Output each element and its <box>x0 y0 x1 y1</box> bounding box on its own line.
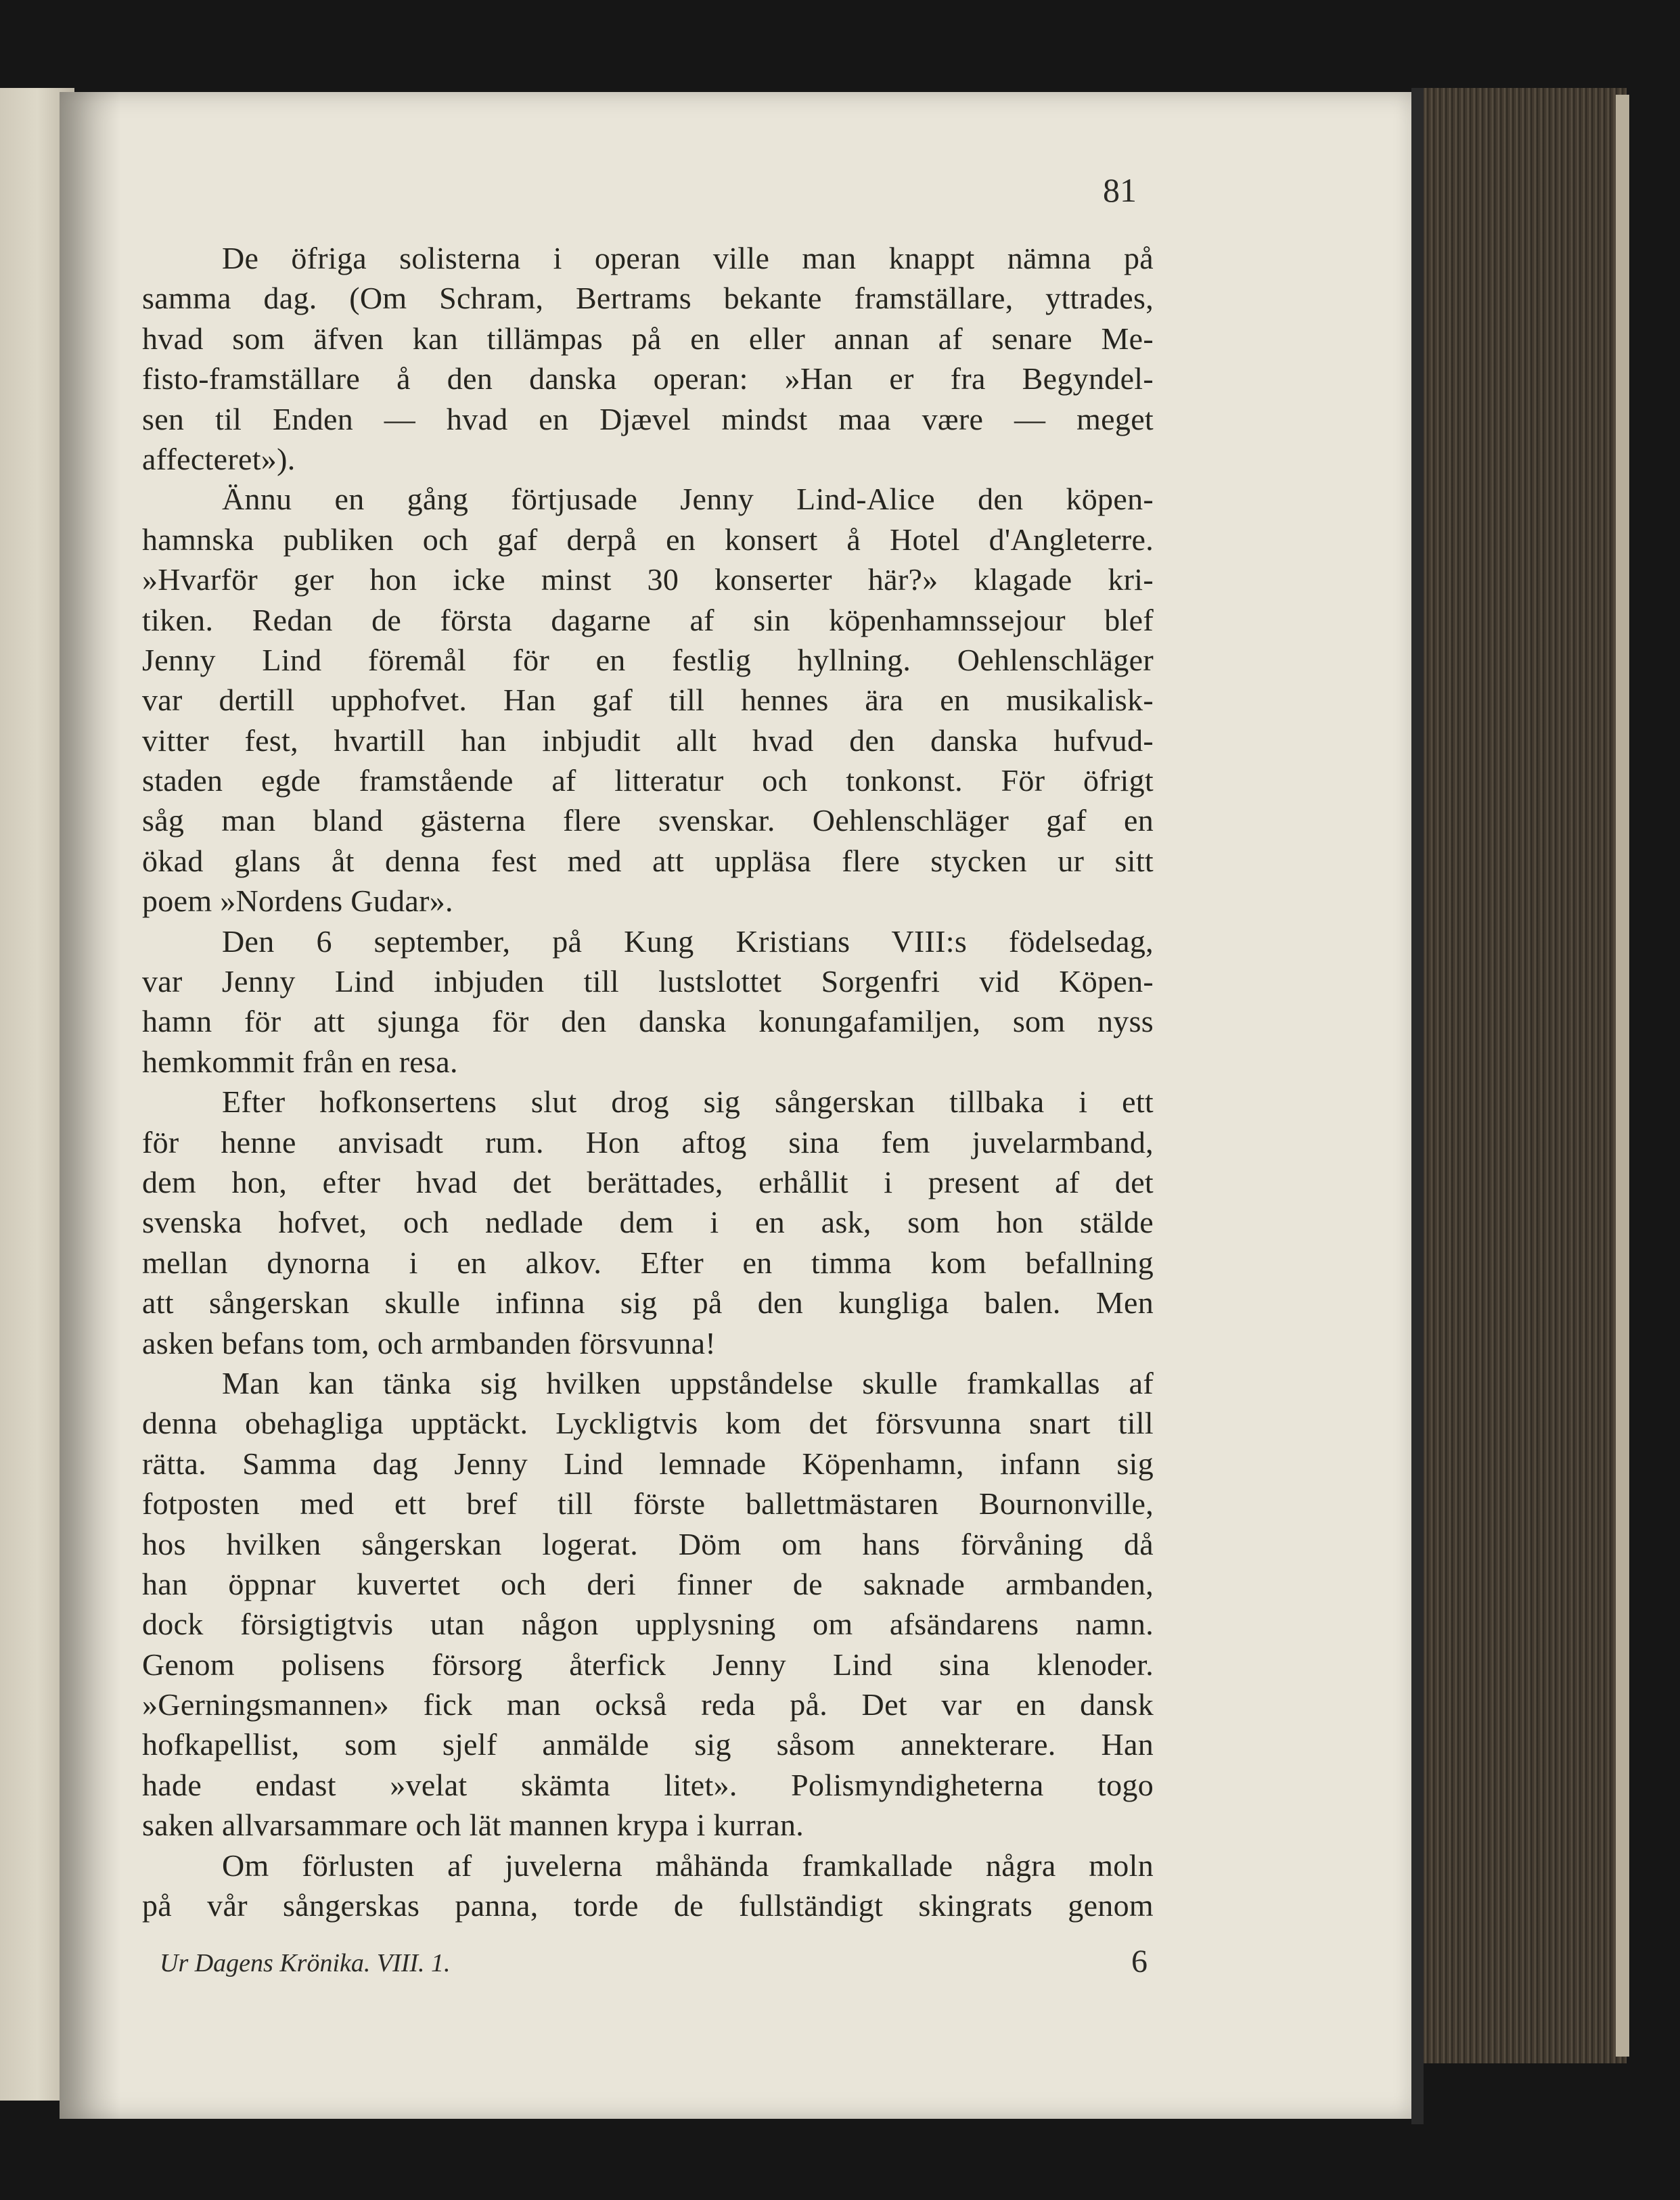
text-line: dock försigtigtvis utan någon upplysning om afsändarens namn. <box>142 1607 1154 1642</box>
text-line: han öppnar kuvertet och deri finner de saknade armbanden, <box>142 1566 1154 1601</box>
text-line: hamnska publiken och gaf derpå en konsert å Hotel d'Angleterre. <box>142 522 1154 557</box>
text-line: mellan dynorna i en alkov. Efter en timma kom befallning <box>142 1245 1154 1280</box>
text-line: hemkommit från en resa. <box>142 1044 458 1079</box>
text-line: saken allvarsammare och lät mannen krypa i kurran. <box>142 1808 804 1843</box>
text-line: denna obehagliga upptäckt. Lyckligtvis kom det försvunna snart till <box>142 1406 1154 1441</box>
text-line: »Gerningsmannen» fick man också reda på. Det var en dansk <box>142 1687 1154 1722</box>
text-line: vitter fest, hvartill han inbjudit allt hvad den danska hufvud- <box>142 723 1154 758</box>
text-line: hofkapellist, som sjelf anmälde sig såsom annekterare. Han <box>142 1727 1154 1762</box>
text-line: Efter hofkonsertens slut drog sig sångerskan tillbaka i ett <box>222 1084 1154 1120</box>
text-line: fisto-framställare å den danska operan: »Han er fra Begyndel- <box>142 361 1154 396</box>
gutter-shadow <box>60 92 120 2119</box>
text-line: De öfriga solisterna i operan ville man knappt nämna på <box>222 241 1154 275</box>
text-line: var dertill upphofvet. Han gaf till hennes ära en musikalisk- <box>142 683 1154 718</box>
text-line: hos hvilken sångerskan logerat. Döm om hans förvåning då <box>142 1526 1154 1561</box>
text-line: hade endast »velat skämta litet». Polismyndigheterna togo <box>142 1767 1154 1802</box>
text-line: att sångerskan skulle infinna sig på den kungliga balen. Men <box>142 1285 1154 1321</box>
text-line: asken befans tom, och armbanden försvunna! <box>142 1325 716 1360</box>
text-line: hvad som äfven kan tillämpas på en eller annan af senare Me- <box>142 321 1154 356</box>
text-line: Om förlusten af juvelerna måhända framkallade några moln <box>222 1848 1154 1883</box>
page-fore-edge-shadow <box>1411 88 1424 2124</box>
text-line: tiken. Redan de första dagarne af sin köpenhamnssejour blef <box>142 602 1154 637</box>
page-footer <box>160 1944 1148 1989</box>
text-line: sen til Enden — hvad en Djævel mindst maa være — meget <box>142 401 1154 436</box>
text-line: poem »Nordens Gudar». <box>142 884 453 919</box>
text-line: Genom polisens försorg återfick Jenny Lind sina klenoder. <box>142 1647 1154 1682</box>
footer-signature-mark: Ur Dagens Krönika. VIII. 1. <box>160 1949 451 1977</box>
text-line: dem hon, efter hvad det berättades, erhållit i present af det <box>142 1164 1154 1199</box>
text-line: »Hvarför ger hon icke minst 30 konserter här?» klagade kri- <box>142 562 1154 597</box>
text-line: på vår sångerskas panna, torde de fullständigt skingrats genom <box>142 1888 1154 1923</box>
text-line: Jenny Lind föremål för en festlig hyllning. Oehlenschläger <box>142 642 1154 677</box>
book-page-stack <box>1424 88 1627 2063</box>
body-text <box>142 238 1154 1925</box>
text-line: såg man bland gästerna flere svenskar. Oehlenschläger gaf en <box>142 803 1154 838</box>
text-line: Den 6 september, på Kung Kristians VIII:s födelsedag, <box>222 923 1154 959</box>
page-number: 81 <box>1103 171 1137 209</box>
text-line: rätta. Samma dag Jenny Lind lemnade Köpenhamn, infann sig <box>142 1446 1154 1481</box>
text-line: svenska hofvet, och nedlade dem i en ask, som hon stälde <box>142 1205 1154 1240</box>
text-line: fotposten med ett bref till förste ballettmästaren Bournonville, <box>142 1486 1154 1521</box>
text-line: för henne anvisadt rum. Hon aftog sina fem juvelarmband, <box>142 1124 1154 1160</box>
footer-signature-number: 6 <box>1131 1944 1148 1979</box>
text-line: Man kan tänka sig hvilken uppståndelse skulle framkallas af <box>222 1365 1154 1400</box>
text-line: samma dag. (Om Schram, Bertrams bekante framställare, yttrades, <box>142 281 1154 316</box>
text-line: ökad glans åt denna fest med att uppläsa flere stycken ur sitt <box>142 843 1154 878</box>
text-line: affecteret»). <box>142 441 296 476</box>
book-page-stack-edge <box>1616 95 1629 2057</box>
text-line: Ännu en gång förtjusade Jenny Lind-Alice den köpen- <box>222 482 1154 517</box>
text-line: staden egde framstående af litteratur och tonkonst. För öfrigt <box>142 763 1154 798</box>
text-line: var Jenny Lind inbjuden till lustslottet Sorgenfri vid Köpen- <box>142 964 1154 999</box>
text-line: hamn för att sjunga för den danska konungafamiljen, som nyss <box>142 1004 1154 1039</box>
